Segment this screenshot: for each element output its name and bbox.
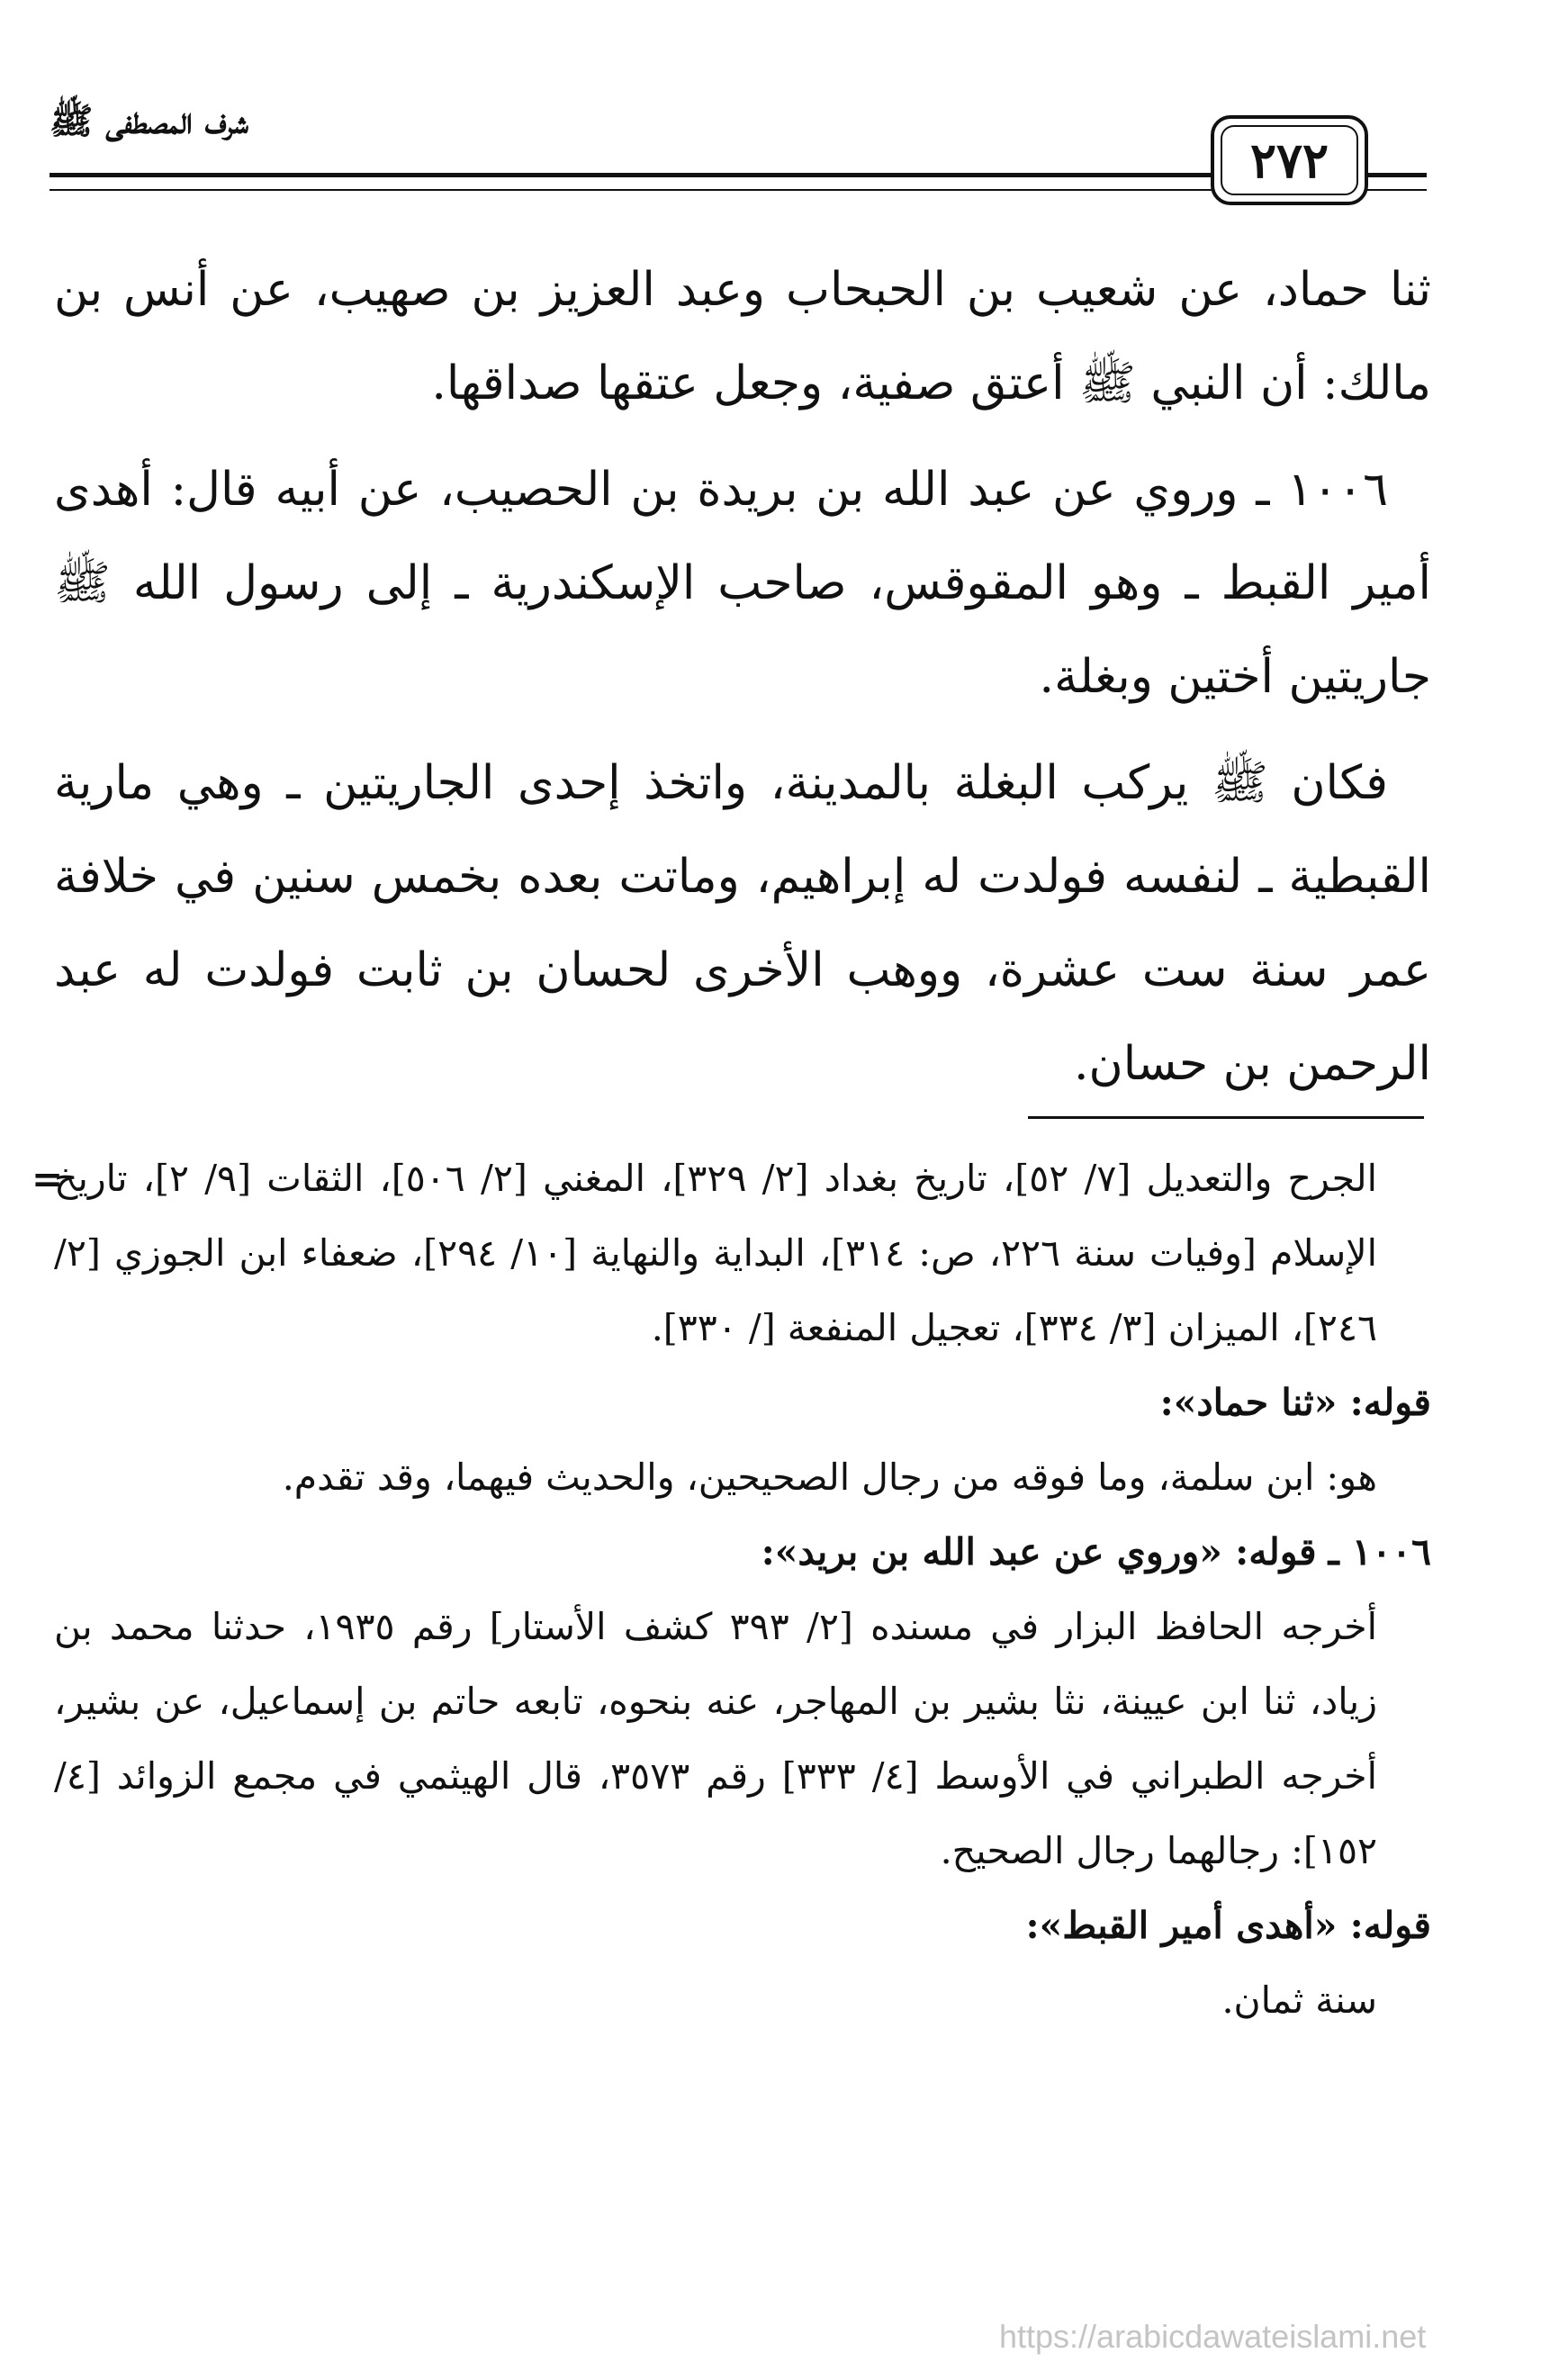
main-text bbox=[54, 243, 1431, 1123]
hadith-number: ١٠٠٦ ـ bbox=[1328, 1530, 1431, 1573]
continuation-marker: = bbox=[32, 1157, 64, 1201]
commentary-text-2: أخرجه الحافظ البزار في مسنده [٢/ ٣٩٣ كشف الأستار] رقم ١٩٣٥، حدثنا محمد بن زياد، ثنا ابن عيينة، نثا بشير بن المهاجر، عنه بنحوه، تابعه حاتم بن إسماعيل، عن بشير، أخرجه الطبراني في الأوسط [٤/ ٣٣٣] رقم ٣٥٧٣، قال الهيثمي في مجمع الزوائد [٤/ ١٥٢]: رجالهما رجال الصحيح. bbox=[54, 1605, 1378, 1872]
commentary-label-2: قوله: «وروي عن عبد الله بن بريد»: bbox=[761, 1530, 1317, 1573]
page-number: ٢٧٢ bbox=[1250, 131, 1329, 189]
page-header bbox=[50, 99, 1427, 207]
commentary-heading-2 bbox=[54, 1515, 1431, 1590]
page-number-frame bbox=[1211, 115, 1368, 205]
commentary-text-3: سنة ثمان. bbox=[1221, 1979, 1377, 2022]
footnotes bbox=[32, 1141, 1431, 2038]
main-paragraph-1: ثنا حماد، عن شعيب بن الحبحاب وعبد العزيز بن صهيب، عن أنس بن مالك: أن النبي ﷺ أعتق صفية، وجعل عتقها صداقها. bbox=[54, 263, 1431, 410]
footnote-sources: الجرح والتعديل [٧/ ٥٢]، تاريخ بغداد [٢/ ٣٢٩]، المغني [٢/ ٥٠٦]، الثقات [٩/ ٢]، تاريخ الإسلام [وفيات سنة ٢٢٦، ص: ٣١٤]، البداية والنهاية [١٠/ ٢٩٤]، ضعفاء ابن الجوزي [٢/ ٢٤٦]، الميزان [٣/ ٣٣٤]، تعجيل المنفعة [/ ٣٣٠]. bbox=[54, 1157, 1377, 1349]
main-paragraph-2: ١٠٠٦ ـ وروي عن عبد الله بن بريدة بن الحصيب، عن أبيه قال: أهدى أمير القبط ـ وهو المقوقس، صاحب الإسكندرية ـ إلى رسول الله ﷺ جاريتين أختين وبغلة. bbox=[54, 463, 1431, 704]
commentary-text-1: هو: ابن سلمة، وما فوقه من رجال الصحيحين، والحديث فيهما، وقد تقدم. bbox=[282, 1456, 1377, 1499]
main-paragraph-3: فكان ﷺ يركب البغلة بالمدينة، واتخذ إحدى الجاريتين ـ وهي مارية القبطية ـ لنفسه فولدت له إبراهيم، وماتت بعده بخمس سنين في خلافة عمر سنة ست عشرة، ووهب الأخرى لحسان بن ثابت فولدت له عبد الرحمن بن حسان. bbox=[54, 756, 1431, 1091]
running-title: شرف المصطفى ﷺ bbox=[50, 100, 248, 142]
commentary-label-1: قوله: «ثنا حماد»: bbox=[1159, 1381, 1431, 1424]
footnote-divider bbox=[1028, 1116, 1424, 1119]
watermark-url: https://arabicdawateislami.net bbox=[999, 2318, 1427, 2355]
commentary-label-3: قوله: «أهدى أمير القبط»: bbox=[1025, 1904, 1431, 1947]
